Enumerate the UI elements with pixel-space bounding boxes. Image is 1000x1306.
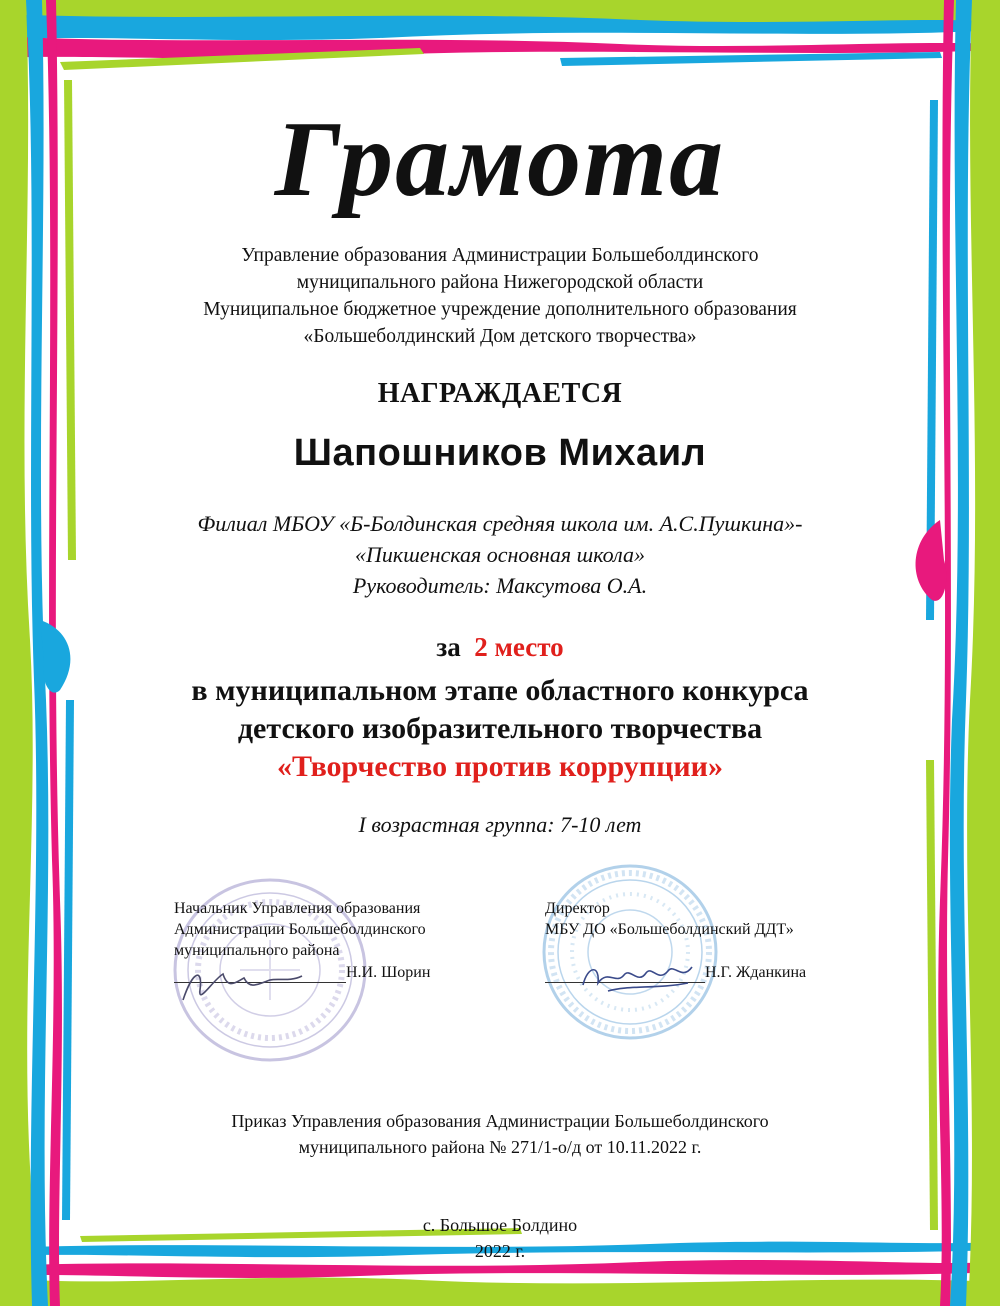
contest-block [0, 672, 1000, 786]
handwritten-signature-right [578, 955, 698, 1000]
order-reference [0, 1108, 1000, 1160]
certificate-title: Грамота [274, 100, 726, 219]
signer-name: Н.И. Шорин [346, 964, 431, 981]
contest-name: «Творчество против коррупции» [277, 750, 723, 783]
handwritten-signature-left [178, 960, 308, 1010]
signer-name: Н.Г. Жданкина [705, 964, 807, 981]
signer-title-line: муниципального района [174, 942, 340, 959]
order-line: муниципального района № 271/1-о/д от 10.11.2022 г. [298, 1137, 702, 1157]
organization-line: Управление образования Администрации Большеболдинского [241, 245, 759, 266]
place-and-year [0, 1212, 1000, 1264]
signer-title-line: Начальник Управления образования [174, 900, 421, 917]
school-line: Филиал МБОУ «Б-Болдинская средняя школа им. А.С.Пушкина»- [197, 511, 803, 536]
signer-title-line: Администрации Большеболдинского [174, 921, 426, 938]
recipient-name: Шапошников Михаил [293, 432, 707, 474]
place-of-issue: с. Большое Болдино [422, 1215, 578, 1235]
school-block [0, 508, 1000, 601]
organization-block [0, 242, 1000, 350]
awarded-label: НАГРАЖДАЕТСЯ [377, 378, 623, 409]
supervisor-line: Руководитель: Максутова О.А. [352, 573, 648, 598]
signer-title-line: Директор [545, 900, 610, 917]
place-value: 2 место [474, 632, 564, 662]
for-prefix: за [436, 632, 461, 662]
school-line: «Пикшенская основная школа» [355, 542, 645, 567]
organization-line: муниципального района Нижегородской области [296, 272, 704, 293]
place-line [0, 632, 1000, 663]
contest-line: детского изобразительного творчества [237, 712, 763, 745]
organization-line: «Большеболдинский Дом детского творчества» [303, 326, 697, 347]
issue-year: 2022 г. [474, 1241, 526, 1261]
age-group: I возрастная группа: 7-10 лет [358, 812, 642, 837]
organization-line: Муниципальное бюджетное учреждение дополнительного образования [203, 299, 797, 320]
order-line: Приказ Управления образования Администрации Большеболдинского [231, 1111, 769, 1131]
contest-line: в муниципальном этапе областного конкурса [191, 674, 809, 707]
signer-title-line: МБУ ДО «Большеболдинский ДДТ» [545, 921, 794, 938]
